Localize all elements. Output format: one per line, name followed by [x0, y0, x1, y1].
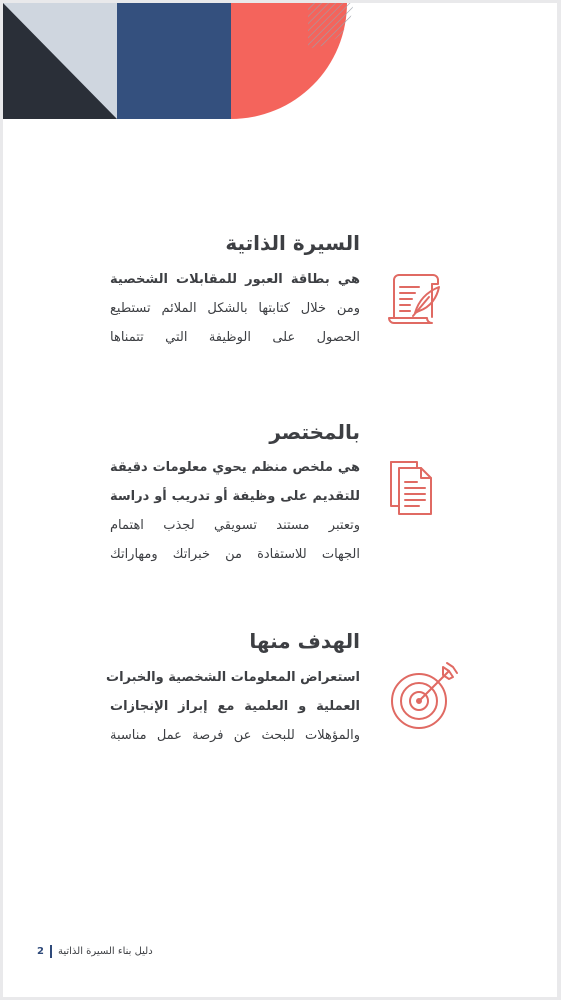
header-decoration [3, 3, 557, 123]
section-title: بالمختصر [269, 420, 360, 444]
body-line: والمؤهلات للبحث عن فرصة عمل مناسبة [110, 728, 360, 743]
section-title: السيرة الذاتية [225, 231, 360, 255]
navy-block [117, 3, 231, 119]
document-page [3, 3, 557, 997]
target-arrow-icon [387, 659, 463, 735]
body-line: ومن خلال كتابتها بالشكل الملائم تستطيع [110, 301, 360, 316]
footer-label: دليل بناء السيرة الذاتية [57, 946, 153, 957]
footer-divider [50, 945, 52, 958]
hatched-quarter [308, 3, 353, 48]
section-title: الهدف منها [249, 629, 360, 653]
body-line: الجهات للاستفادة من خبراتك ومهاراتك [110, 547, 360, 562]
body-line: هي ملخص منظم يحوي معلومات دقيقة [110, 460, 360, 475]
body-line: العملية و العلمية مع إبراز الإنجازات [110, 699, 360, 714]
body-line: هي بطاقة العبور للمقابلات الشخصية [110, 272, 360, 287]
scroll-quill-icon [385, 269, 445, 331]
section-body [106, 663, 360, 750]
document-pages-icon [387, 458, 441, 518]
body-line: وتعتبر مستند تسويقي لجذب اهتمام [110, 518, 360, 533]
section-body [110, 265, 360, 352]
page-footer [37, 945, 153, 958]
section-body [110, 453, 360, 569]
body-line: استعراض المعلومات الشخصية والخبرات [106, 670, 360, 685]
page-number: 2 [37, 946, 44, 957]
body-line: الحصول على الوظيفة التي تتمناها [110, 330, 360, 345]
body-line: للتقديم على وظيفة أو تدريب أو دراسة [110, 489, 360, 504]
